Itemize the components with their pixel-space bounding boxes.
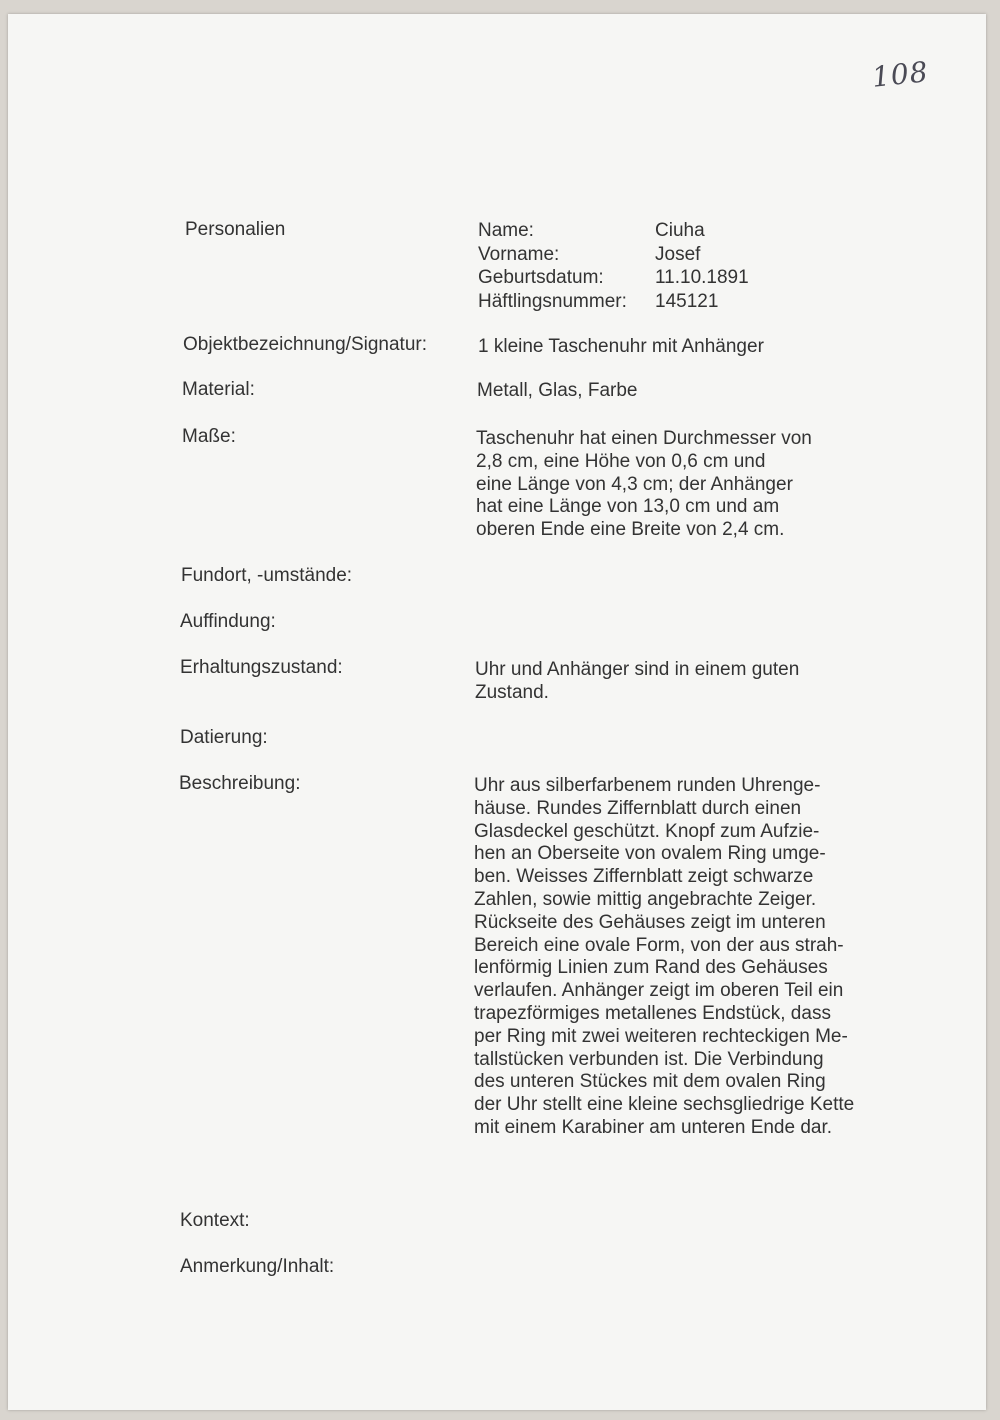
handwritten-page-number: 108 xyxy=(870,55,931,94)
text-line: mit einem Karabiner am unteren Ende dar. xyxy=(474,1116,833,1138)
person-value: 145121 xyxy=(655,290,719,312)
label-beschreibung: Beschreibung: xyxy=(179,773,301,794)
person-row-name xyxy=(478,219,749,243)
text-line: hat eine Länge von 13,0 cm und am xyxy=(476,496,780,518)
text-line: ben. Weisses Ziffernblatt zeigt schwarze xyxy=(474,866,814,888)
person-row-haeftlingsnummer xyxy=(478,290,749,314)
text-line: Bereich eine ovale Form, von der aus strah- xyxy=(474,934,844,956)
label-objektbezeichnung: Objektbezeichnung/Signatur: xyxy=(183,334,427,355)
person-row-geburtsdatum xyxy=(478,266,749,290)
value-material: Metall, Glas, Farbe xyxy=(477,380,638,401)
text-line: eine Länge von 4,3 cm; der Anhänger xyxy=(476,473,793,495)
person-key: Vorname: xyxy=(478,243,560,265)
text-line: 2,8 cm, eine Höhe von 0,6 cm und xyxy=(476,450,766,472)
person-key: Geburtsdatum: xyxy=(478,267,604,288)
person-value: Josef xyxy=(655,243,701,265)
text-line: Uhr und Anhänger sind in einem guten xyxy=(475,659,800,680)
label-material: Material: xyxy=(182,379,255,400)
text-line: häuse. Rundes Ziffernblatt durch einen xyxy=(474,797,802,819)
value-masse xyxy=(476,428,812,542)
label-anmerkung: Anmerkung/Inhalt: xyxy=(180,1256,335,1277)
value-erhaltungszustand xyxy=(475,659,799,705)
label-masse: Maße: xyxy=(182,426,236,447)
person-key: Name: xyxy=(478,220,534,241)
person-value: Ciuha xyxy=(655,220,705,241)
label-erhaltungszustand: Erhaltungszustand: xyxy=(180,657,343,678)
text-line: Glasdeckel geschützt. Knopf zum Aufzie- xyxy=(474,820,820,842)
value-objektbezeichnung: 1 kleine Taschenuhr mit Anhänger xyxy=(478,336,764,357)
text-line: Zahlen, sowie mittig angebrachte Zeiger. xyxy=(474,888,817,910)
label-fundort: Fundort, -umstände: xyxy=(181,565,353,586)
label-kontext: Kontext: xyxy=(180,1210,250,1231)
person-value: 11.10.1891 xyxy=(655,267,749,288)
person-key: Häftlingsnummer: xyxy=(478,290,627,312)
text-line: Zustand. xyxy=(475,681,549,703)
personalien-table xyxy=(478,219,749,313)
person-row-vorname xyxy=(478,243,749,267)
label-personalien: Personalien xyxy=(185,219,286,240)
text-line: per Ring mit zwei weiteren rechteckigen Me- xyxy=(474,1025,848,1047)
text-line: Taschenuhr hat einen Durchmesser von xyxy=(476,428,812,449)
text-line: Uhr aus silberfarbenem runden Uhrenge- xyxy=(474,775,821,796)
text-line: hen an Oberseite von ovalem Ring umge- xyxy=(474,843,826,865)
label-auffindung: Auffindung: xyxy=(180,611,276,632)
text-line: tallstücken verbunden ist. Die Verbindung xyxy=(474,1048,824,1070)
label-datierung: Datierung: xyxy=(180,727,268,748)
text-line: verlaufen. Anhänger zeigt im oberen Teil ein xyxy=(474,980,844,1002)
text-line: des unteren Stückes mit dem ovalen Ring xyxy=(474,1071,826,1093)
text-line: oberen Ende eine Breite von 2,4 cm. xyxy=(476,519,785,541)
text-line: trapezförmiges metallenes Endstück, dass xyxy=(474,1002,831,1024)
text-line: Rückseite des Gehäuses zeigt im unteren xyxy=(474,911,826,933)
text-line: der Uhr stellt eine kleine sechsgliedrige Kette xyxy=(474,1094,855,1116)
value-beschreibung xyxy=(474,775,854,1140)
text-line: lenförmig Linien zum Rand des Gehäuses xyxy=(474,957,828,979)
